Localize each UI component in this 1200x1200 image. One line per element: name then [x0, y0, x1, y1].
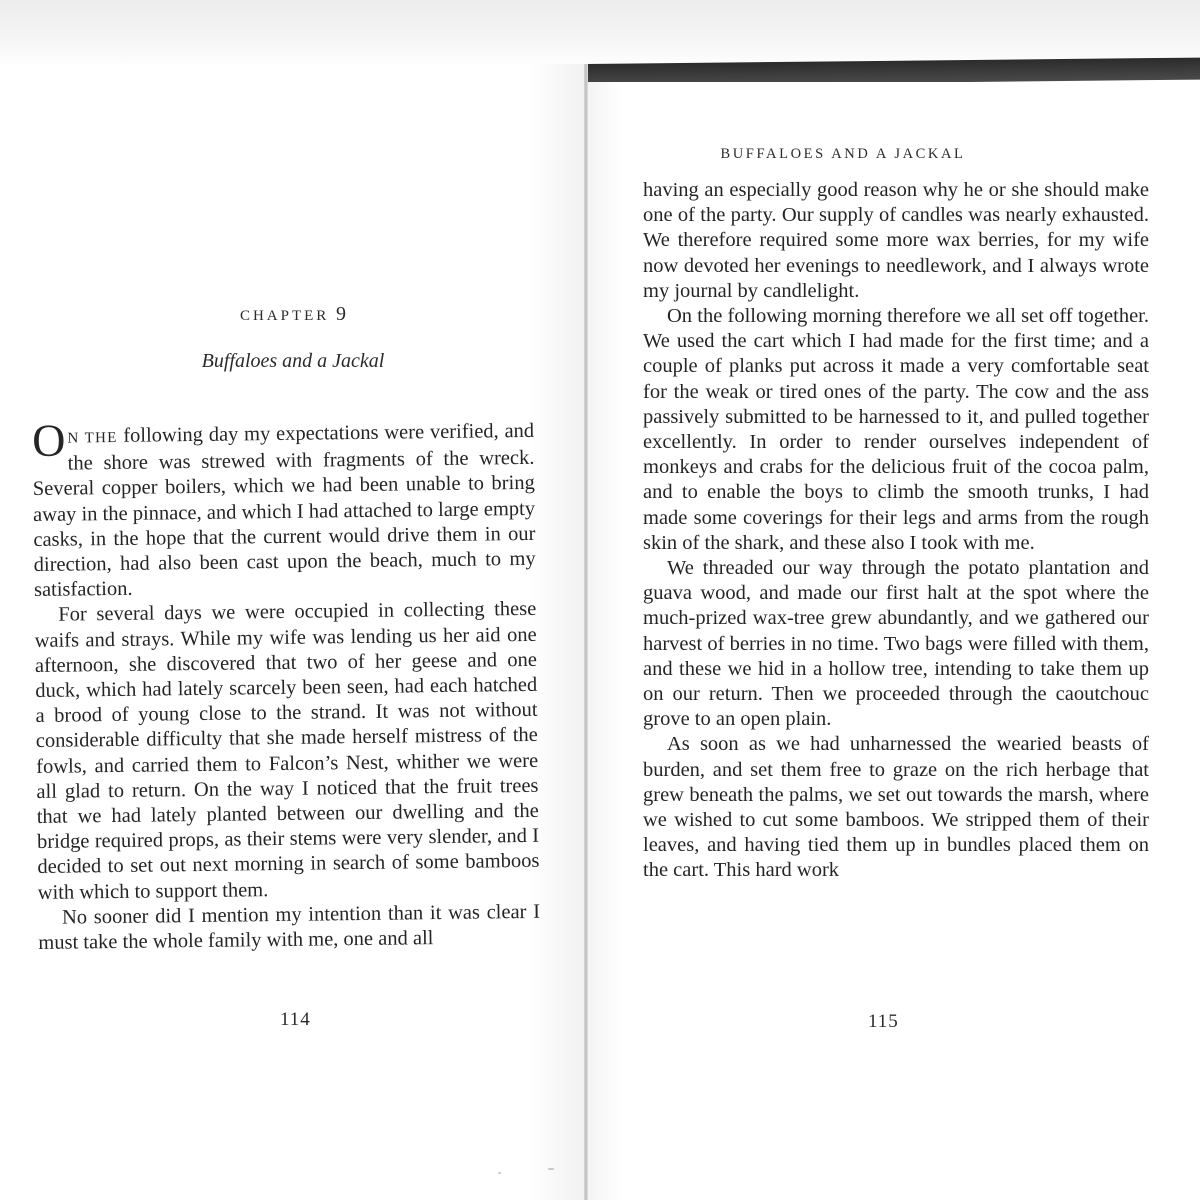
- drop-cap: O: [31, 414, 66, 466]
- chapter-label: CHAPTER: [239, 308, 330, 324]
- paragraph: having an especially good reason why he or she should make one of the party. Our supply of candles was nearly exhausted. We therefore required some more wax berries, for my wife now devoted her evenings to needlework, and I always wrote my journal by candlelight.: [643, 179, 1149, 302]
- paragraph: As soon as we had unharnessed the wearied beasts of burden, and set them free to graze on the rich herbage that grew beneath the palms, we set out towards the marsh, where we wished to cut some bamboos. We stripped them of their leaves, and having tied them up in bundles placed them on the cart. This hard work: [643, 733, 1149, 882]
- right-page-body: [643, 178, 1149, 884]
- paper-speck: [498, 1172, 501, 1174]
- paragraph: For several days we were occupied in collecting these waifs and strays. While my wife was lending us her aid one afternoon, she discovered that two of her geese and one duck, which had lately scarcely been seen, had each hatched a brood of young close to the strand. It was not without considerable difficulty that she made herself mistress of the fowls, and carried them to Falcon’s Nest, whither we were all glad to return. On the way I noticed that the fruit trees that we had lately planted between our dwelling and the bridge required props, as their stems were very slender, and I decided to set out next morning in search of some bamboos with which to support them.: [34, 598, 540, 904]
- paragraph: On the following morning therefore we all set off together. We used the cart which I had made for the first time; and a couple of planks put across it made a very comfortable seat for the weak or tired ones of the party. The cow and the ass passively submitted to be harnessed to it, and pulled together excellently. In order to render ourselves independent of monkeys and crabs for the delicious fruit of the cocoa palm, and to enable the boys to climb the smooth trunks, I had made some coverings for their legs and arms from the rough skin of the shark, and these also I took with me.: [643, 305, 1149, 554]
- chapter-number: 9: [336, 303, 347, 325]
- left-page-body: [31, 414, 541, 956]
- page-number-left: 114: [280, 1009, 311, 1030]
- chapter-heading: [0, 303, 586, 326]
- running-head: BUFFALOES AND A JACKAL: [720, 146, 966, 162]
- paragraph: No sooner did I mention my intention than it was clear I must take the whole family with me, one and all: [38, 900, 541, 955]
- opening-small-caps: N THE: [67, 429, 118, 447]
- paragraph: We threaded our way through the potato plantation and guava wood, and made our first halt at the spot where the much-prized wax-tree grew abundantly, and we gathered our harvest of berries in no time. Two bags were filled with them, and these we hid in a hollow tree, intending to take them up on our return. Then we proceeded through the caoutchouc grove to an open plain.: [643, 557, 1149, 731]
- paper-speck: [548, 1168, 554, 1170]
- paragraph-text: following day my expectations were verified, and the shore was strewed with fragments of the wreck. Several copper boilers, which we had been unable to bring away in the pinnace, and which I had attached to large empty casks, in the hope that the current would drive them in our direction, had also been cast upon the beach, much to my satisfaction.: [32, 419, 536, 602]
- paragraph: [31, 414, 536, 604]
- book-gutter: [584, 64, 588, 1200]
- chapter-title: Buffaloes and a Jackal: [201, 350, 385, 372]
- page-number-right: 115: [868, 1011, 899, 1032]
